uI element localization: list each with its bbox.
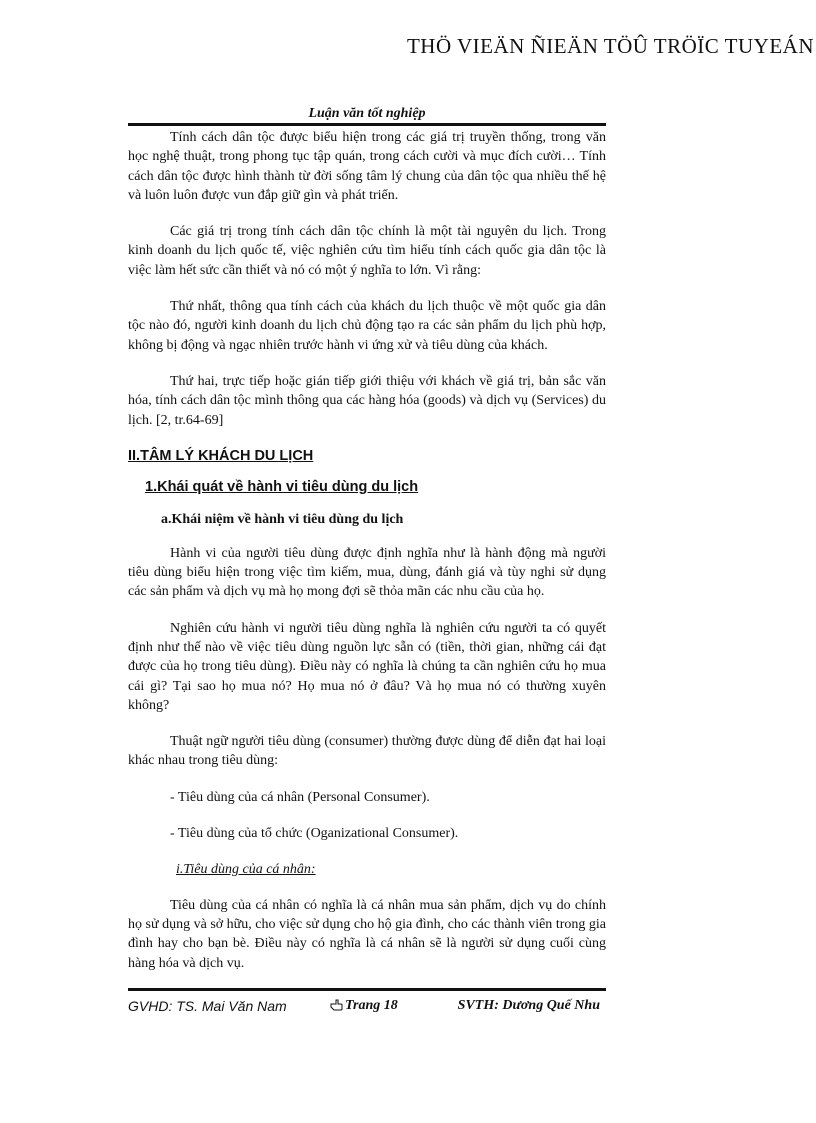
- footer-page: [330, 998, 398, 1014]
- paragraph: Tính cách dân tộc được biểu hiện trong các giá trị truyền thống, trong văn học nghệ thuật, trong phong tục tập quán, trong cách cười và mục đích cười… Tính cách dân tộc được hình thành từ đời sống tâm lý chung của dân tộc qua nhiều thế hệ và luôn luôn được vun đắp giữ gìn và phát triển.: [128, 130, 606, 203]
- pointing-hand-icon: [330, 998, 343, 1011]
- footer-page-number: Trang 18: [345, 998, 398, 1013]
- paragraph: Tiêu dùng của cá nhân có nghĩa là cá nhân mua sản phẩm, dịch vụ do chính họ sử dụng và sở hữu, cho việc sử dụng cho hộ gia đình, cho các thành viên trong gia đình hay cho bạn bè. Điều này có nghĩa là cá nhân sẽ là người sử dụng cuối cùng hàng hóa và dịch vụ.: [128, 897, 606, 971]
- section-heading: II.TÂM LÝ KHÁCH DU LỊCH: [128, 447, 314, 464]
- subsubsection-heading: a.Khái niệm về hành vi tiêu dùng du lịch: [161, 512, 404, 528]
- page-footer: [128, 998, 606, 1018]
- watermark-text: THÖ VIEÄN ÑIEÄN TÖÛ TRÖÏC TUYEÁN: [406, 34, 814, 58]
- page-header-title: Luận văn tốt nghiệp: [308, 106, 426, 121]
- document-body: [128, 128, 606, 990]
- paragraph: Các giá trị trong tính cách dân tộc chính là một tài nguyên du lịch. Trong kinh doanh du lịch quốc tế, việc nghiên cứu tìm hiểu tính cách quốc gia dân tộc là việc làm hết sức cần thiết và nó có một ý nghĩa to lớn. Vì rằng:: [128, 224, 606, 278]
- subsection-heading: 1.Khái quát về hành vi tiêu dùng du lịch: [145, 479, 419, 496]
- item-heading: i.Tiêu dùng của cá nhân:: [176, 862, 316, 878]
- footer-student: SVTH: Dương Quế Nhu: [457, 998, 600, 1013]
- list-item: - Tiêu dùng của cá nhân (Personal Consumer).: [170, 789, 430, 805]
- paragraph: Hành vi của người tiêu dùng được định nghĩa như là hành động mà người tiêu dùng biểu hiện trong việc tìm kiếm, mua, dùng, đánh giá và tùy nghi sử dụng các sản phẩm và dịch vụ mà họ mong đợi sẽ thỏa mãn các nhu cầu của họ.: [128, 545, 606, 600]
- paragraph: Thuật ngữ người tiêu dùng (consumer) thường được dùng để diễn đạt hai loại khác nhau trong tiêu dùng:: [128, 734, 606, 769]
- paragraph: Nghiên cứu hành vi người tiêu dùng nghĩa là nghiên cứu người ta có quyết định như thế nào về việc tiêu dùng nguồn lực sẵn có (tiền, thời gian, những cái đạt được của họ trong tiêu dùng). Điều này có nghĩa là chúng ta cần nghiên cứu họ mua cái gì? Tại sao họ mua nó? Họ mua nó ở đâu? Và họ mua nó có thường xuyên không?: [128, 620, 606, 713]
- footer-rule: [128, 988, 606, 991]
- paragraph: Thứ nhất, thông qua tính cách của khách du lịch thuộc về một quốc gia dân tộc nào đó, người kinh doanh du lịch chủ động tạo ra các sản phẩm du lịch phù hợp, không bị động và ngạc nhiên trước hành vi ứng xử và tiêu dùng của khách.: [128, 299, 606, 353]
- paragraph: Thứ hai, trực tiếp hoặc gián tiếp giới thiệu với khách về giá trị, bản sắc văn hóa, tính cách dân tộc mình thông qua các hàng hóa (goods) và dịch vụ (Services) du lịch. [2, tr.64-69]: [128, 373, 606, 428]
- header-rule: [128, 123, 606, 126]
- footer-advisor: GVHD: TS. Mai Văn Nam: [128, 998, 287, 1014]
- list-item: - Tiêu dùng của tổ chức (Oganizational Consumer).: [170, 826, 459, 842]
